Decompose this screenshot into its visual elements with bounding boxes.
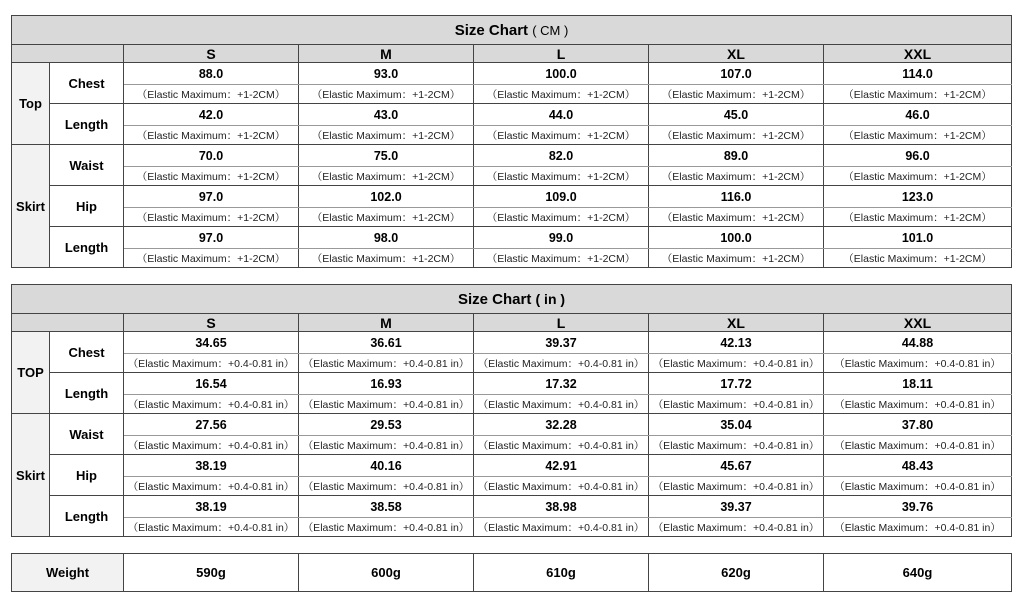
measure-value-row	[12, 332, 1012, 354]
measure-label: Chest	[50, 63, 124, 104]
measure-value: 17.72	[649, 373, 824, 395]
elastic-note: （Elastic Maximum：+1-2CM）	[299, 208, 474, 227]
elastic-note: （Elastic Maximum：+1-2CM）	[124, 126, 299, 145]
measure-value-row	[12, 373, 1012, 395]
chart-title-row	[12, 16, 1012, 45]
measure-value: 123.0	[824, 186, 1012, 208]
size-header: L	[474, 45, 649, 63]
measure-value: 38.98	[474, 496, 649, 518]
elastic-note: （Elastic Maximum：+1-2CM）	[649, 85, 824, 104]
elastic-note: （Elastic Maximum：+0.4-0.81 in）	[474, 518, 649, 537]
weight-value: 620g	[649, 554, 824, 592]
size-header-row	[12, 314, 1012, 332]
elastic-note: （Elastic Maximum：+0.4-0.81 in）	[474, 395, 649, 414]
measure-value: 36.61	[299, 332, 474, 354]
elastic-note: （Elastic Maximum：+0.4-0.81 in）	[474, 477, 649, 496]
measure-value: 114.0	[824, 63, 1012, 85]
measure-value-row	[12, 145, 1012, 167]
chart-unit: ( in )	[535, 290, 566, 307]
measure-value: 42.0	[124, 104, 299, 126]
measure-label: Hip	[50, 186, 124, 227]
measure-label: Hip	[50, 455, 124, 496]
header-corner	[12, 314, 124, 332]
measure-value: 70.0	[124, 145, 299, 167]
chart-title-cell	[12, 285, 1012, 314]
measure-value: 99.0	[474, 227, 649, 249]
elastic-note: （Elastic Maximum：+0.4-0.81 in）	[124, 477, 299, 496]
measure-value: 100.0	[474, 63, 649, 85]
elastic-note: （Elastic Maximum：+0.4-0.81 in）	[299, 395, 474, 414]
measure-value: 48.43	[824, 455, 1012, 477]
elastic-note: （Elastic Maximum：+1-2CM）	[299, 126, 474, 145]
measure-value-row	[12, 104, 1012, 126]
elastic-note: （Elastic Maximum：+0.4-0.81 in）	[824, 518, 1012, 537]
chart-title-cell	[12, 16, 1012, 45]
elastic-note: （Elastic Maximum：+1-2CM）	[824, 126, 1012, 145]
measure-value: 37.80	[824, 414, 1012, 436]
measure-value: 100.0	[649, 227, 824, 249]
elastic-note: （Elastic Maximum：+0.4-0.81 in）	[299, 477, 474, 496]
measure-value-row	[12, 186, 1012, 208]
measure-note-row	[12, 208, 1012, 227]
elastic-note: （Elastic Maximum：+1-2CM）	[824, 85, 1012, 104]
measure-value: 38.19	[124, 496, 299, 518]
measure-value: 18.11	[824, 373, 1012, 395]
group-label: Top	[12, 63, 50, 145]
size-chart-cm-body	[12, 16, 1012, 268]
size-header: S	[124, 45, 299, 63]
elastic-note: （Elastic Maximum：+1-2CM）	[474, 126, 649, 145]
header-corner	[12, 45, 124, 63]
measure-value: 42.13	[649, 332, 824, 354]
measure-note-row	[12, 518, 1012, 537]
elastic-note: （Elastic Maximum：+1-2CM）	[124, 85, 299, 104]
elastic-note: （Elastic Maximum：+1-2CM）	[124, 208, 299, 227]
measure-value: 46.0	[824, 104, 1012, 126]
measure-value: 38.19	[124, 455, 299, 477]
elastic-note: （Elastic Maximum：+1-2CM）	[299, 249, 474, 268]
measure-value: 101.0	[824, 227, 1012, 249]
measure-value: 97.0	[124, 186, 299, 208]
elastic-note: （Elastic Maximum：+0.4-0.81 in）	[649, 477, 824, 496]
elastic-note: （Elastic Maximum：+0.4-0.81 in）	[649, 518, 824, 537]
elastic-note: （Elastic Maximum：+0.4-0.81 in）	[649, 354, 824, 373]
measure-value-row	[12, 63, 1012, 85]
measure-value: 96.0	[824, 145, 1012, 167]
measure-label: Length	[50, 227, 124, 268]
measure-note-row	[12, 85, 1012, 104]
elastic-note: （Elastic Maximum：+0.4-0.81 in）	[124, 436, 299, 455]
measure-value: 16.54	[124, 373, 299, 395]
measure-note-row	[12, 354, 1012, 373]
measure-value: 39.37	[649, 496, 824, 518]
measure-value: 98.0	[299, 227, 474, 249]
elastic-note: （Elastic Maximum：+1-2CM）	[474, 208, 649, 227]
measure-value: 45.0	[649, 104, 824, 126]
elastic-note: （Elastic Maximum：+1-2CM）	[474, 167, 649, 186]
elastic-note: （Elastic Maximum：+0.4-0.81 in）	[299, 436, 474, 455]
group-label: Skirt	[12, 145, 50, 268]
elastic-note: （Elastic Maximum：+1-2CM）	[824, 249, 1012, 268]
size-header: XL	[649, 314, 824, 332]
measure-value: 32.28	[474, 414, 649, 436]
elastic-note: （Elastic Maximum：+0.4-0.81 in）	[124, 395, 299, 414]
elastic-note: （Elastic Maximum：+0.4-0.81 in）	[824, 354, 1012, 373]
measure-value-row	[12, 414, 1012, 436]
weight-table	[11, 553, 1012, 592]
elastic-note: （Elastic Maximum：+0.4-0.81 in）	[124, 518, 299, 537]
measure-value: 16.93	[299, 373, 474, 395]
measure-value: 93.0	[299, 63, 474, 85]
elastic-note: （Elastic Maximum：+0.4-0.81 in）	[474, 436, 649, 455]
measure-value: 45.67	[649, 455, 824, 477]
elastic-note: （Elastic Maximum：+0.4-0.81 in）	[299, 354, 474, 373]
elastic-note: （Elastic Maximum：+1-2CM）	[824, 167, 1012, 186]
size-header-row	[12, 45, 1012, 63]
measure-value: 35.04	[649, 414, 824, 436]
measure-value: 42.91	[474, 455, 649, 477]
size-chart-cm	[11, 15, 1012, 268]
measure-value: 39.37	[474, 332, 649, 354]
chart-title-row	[12, 285, 1012, 314]
measure-note-row	[12, 249, 1012, 268]
elastic-note: （Elastic Maximum：+1-2CM）	[124, 167, 299, 186]
chart-unit: ( CM )	[532, 22, 569, 38]
weight-value: 590g	[124, 554, 299, 592]
size-header: XL	[649, 45, 824, 63]
measure-value: 75.0	[299, 145, 474, 167]
elastic-note: （Elastic Maximum：+1-2CM）	[474, 249, 649, 268]
weight-value: 610g	[474, 554, 649, 592]
elastic-note: （Elastic Maximum：+1-2CM）	[474, 85, 649, 104]
measure-value: 107.0	[649, 63, 824, 85]
weight-row	[12, 554, 1012, 592]
measure-label: Length	[50, 373, 124, 414]
chart-title: Size Chart	[454, 21, 529, 39]
elastic-note: （Elastic Maximum：+0.4-0.81 in）	[649, 436, 824, 455]
measure-value: 39.76	[824, 496, 1012, 518]
measure-value: 97.0	[124, 227, 299, 249]
measure-value: 43.0	[299, 104, 474, 126]
size-header: XXL	[824, 314, 1012, 332]
measure-value: 44.88	[824, 332, 1012, 354]
measure-value: 17.32	[474, 373, 649, 395]
elastic-note: （Elastic Maximum：+1-2CM）	[649, 249, 824, 268]
size-chart-in	[11, 284, 1012, 537]
measure-value: 40.16	[299, 455, 474, 477]
elastic-note: （Elastic Maximum：+1-2CM）	[649, 167, 824, 186]
elastic-note: （Elastic Maximum：+1-2CM）	[299, 167, 474, 186]
measure-value: 88.0	[124, 63, 299, 85]
elastic-note: （Elastic Maximum：+0.4-0.81 in）	[649, 395, 824, 414]
elastic-note: （Elastic Maximum：+0.4-0.81 in）	[124, 354, 299, 373]
measure-note-row	[12, 395, 1012, 414]
elastic-note: （Elastic Maximum：+1-2CM）	[124, 249, 299, 268]
measure-value: 116.0	[649, 186, 824, 208]
measure-label: Length	[50, 104, 124, 145]
weight-label: Weight	[12, 554, 124, 592]
elastic-note: （Elastic Maximum：+0.4-0.81 in）	[824, 436, 1012, 455]
elastic-note: （Elastic Maximum：+0.4-0.81 in）	[824, 477, 1012, 496]
measure-note-row	[12, 436, 1012, 455]
measure-value: 82.0	[474, 145, 649, 167]
elastic-note: （Elastic Maximum：+1-2CM）	[649, 126, 824, 145]
elastic-note: （Elastic Maximum：+0.4-0.81 in）	[824, 395, 1012, 414]
measure-note-row	[12, 477, 1012, 496]
measure-label: Chest	[50, 332, 124, 373]
measure-value-row	[12, 455, 1012, 477]
elastic-note: （Elastic Maximum：+0.4-0.81 in）	[474, 354, 649, 373]
measure-value: 34.65	[124, 332, 299, 354]
elastic-note: （Elastic Maximum：+0.4-0.81 in）	[299, 518, 474, 537]
size-header: M	[299, 314, 474, 332]
elastic-note: （Elastic Maximum：+1-2CM）	[824, 208, 1012, 227]
measure-value: 102.0	[299, 186, 474, 208]
elastic-note: （Elastic Maximum：+1-2CM）	[299, 85, 474, 104]
group-label: TOP	[12, 332, 50, 414]
measure-value: 44.0	[474, 104, 649, 126]
size-header: XXL	[824, 45, 1012, 63]
measure-value-row	[12, 496, 1012, 518]
size-header: L	[474, 314, 649, 332]
measure-label: Waist	[50, 414, 124, 455]
size-header: S	[124, 314, 299, 332]
measure-value-row	[12, 227, 1012, 249]
measure-label: Length	[50, 496, 124, 537]
size-chart-in-body	[12, 285, 1012, 537]
measure-note-row	[12, 167, 1012, 186]
measure-value: 38.58	[299, 496, 474, 518]
elastic-note: （Elastic Maximum：+1-2CM）	[649, 208, 824, 227]
group-label: Skirt	[12, 414, 50, 537]
measure-value: 89.0	[649, 145, 824, 167]
measure-value: 109.0	[474, 186, 649, 208]
measure-label: Waist	[50, 145, 124, 186]
measure-value: 29.53	[299, 414, 474, 436]
chart-title: Size Chart	[457, 290, 532, 308]
size-header: M	[299, 45, 474, 63]
weight-value: 640g	[824, 554, 1012, 592]
measure-note-row	[12, 126, 1012, 145]
weight-value: 600g	[299, 554, 474, 592]
measure-value: 27.56	[124, 414, 299, 436]
